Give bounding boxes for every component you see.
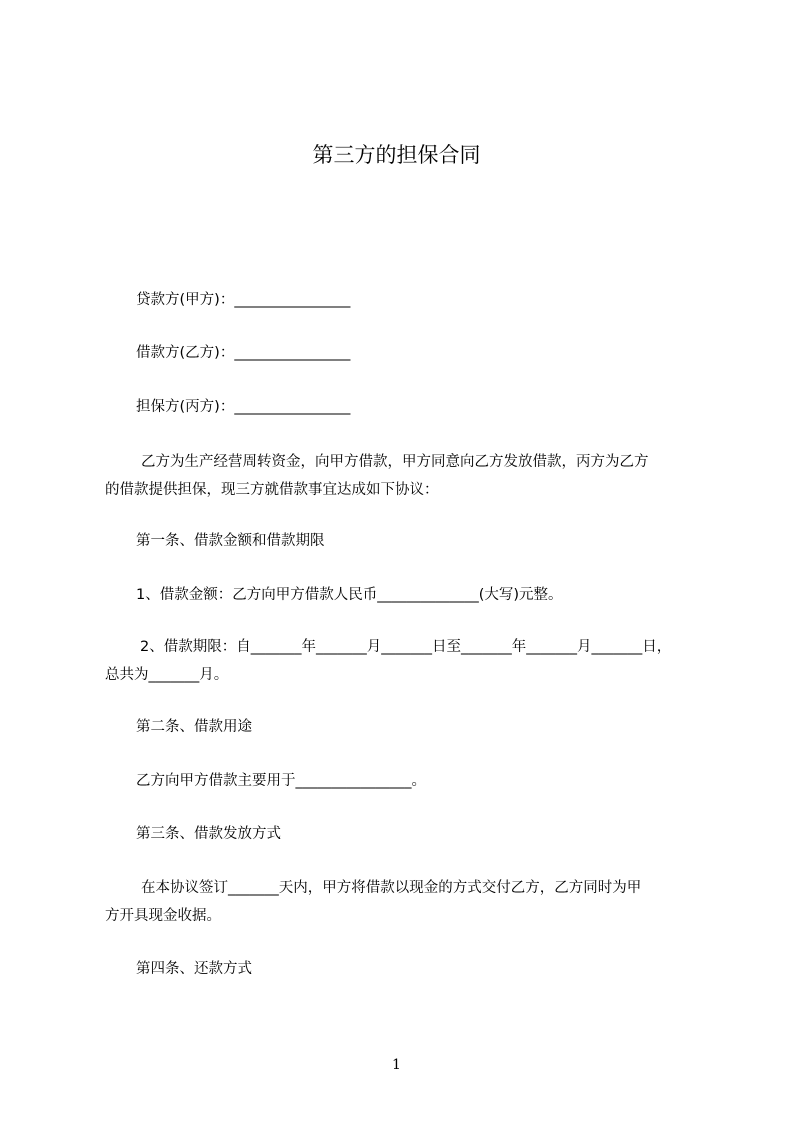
borrower-line: 借款方(乙方)：________________ [136,345,351,361]
page-number: 1 [392,1057,401,1073]
article-1-amount: 1、借款金额：乙方向甲方借款人民币______________(大写)元整。 [136,587,563,603]
article-1-term-line-2: 总共为_______月。 [105,667,229,683]
article-1-term-line-1: 2、借款期限：自_______年_______月_______日至_______年_______月_______日， [140,639,672,655]
article-4-heading: 第四条、还款方式 [136,961,252,977]
document-title: 第三方的担保合同 [312,143,481,167]
article-3-heading: 第三条、借款发放方式 [136,826,281,842]
article-3-body-line-1: 在本协议签订_______天内，甲方将借款以现金的方式交付乙方，乙方同时为甲 [141,880,642,896]
article-2-heading: 第二条、借款用途 [136,719,252,735]
lender-line: 贷款方(甲方)：________________ [136,292,351,308]
article-2-body: 乙方向甲方借款主要用于________________。 [136,773,426,789]
article-3-body-line-2: 方开具现金收据。 [105,908,221,924]
intro-paragraph-line-2: 的借款提供担保，现三方就借款事宜达成如下协议： [105,482,439,498]
intro-paragraph-line-1: 乙方为生产经营周转资金，向甲方借款，甲方同意向乙方发放借款，丙方为乙方 [141,454,649,470]
guarantor-line: 担保方(丙方)：________________ [136,399,351,415]
article-1-heading: 第一条、借款金额和借款期限 [136,533,325,549]
